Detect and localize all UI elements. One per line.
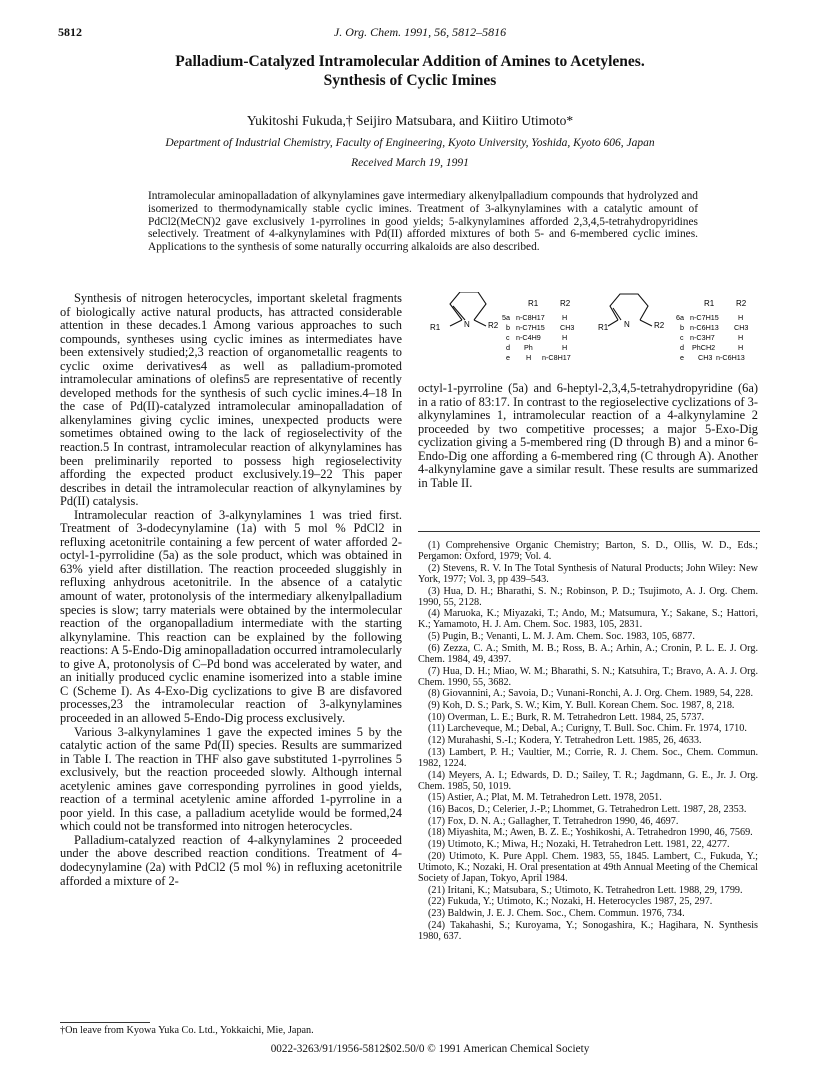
reference-item: (7) Hua, D. H.; Miao, W. M.; Bharathi, S. N.; Katsuhira, T.; Bravo, A. A. J. Org. Chem. 1990, 55, 3682.: [418, 665, 758, 688]
scheme-header: R2: [736, 299, 747, 308]
scheme-header: R2: [560, 299, 571, 308]
r1-value: n-C7H15: [516, 323, 545, 332]
scheme-header: R1: [704, 299, 715, 308]
compound-id: d: [680, 343, 684, 352]
reference-item: (11) Larcheveque, M.; Debal, A.; Curigny, T. Bull. Soc. Chim. Fr. 1974, 1710.: [428, 723, 747, 735]
reference-item: (5) Pugin, B.; Venanti, L. M. J. Am. Chem. Soc. 1983, 105, 6877.: [428, 631, 695, 643]
r2-value: H: [562, 313, 568, 322]
compound-id: d: [506, 343, 510, 352]
footnote-divider: [60, 1022, 150, 1023]
title-line-2: Synthesis of Cyclic Imines: [323, 72, 497, 89]
reference-item: (10) Overman, L. E.; Burk, R. M. Tetrahedron Lett. 1984, 25, 5737.: [428, 711, 705, 723]
affiliation: Department of Industrial Chemistry, Faculty of Engineering, Kyoto University, Yoshida, Kyoto 606, Japan: [165, 137, 655, 149]
reference-item: (19) Utimoto, K.; Miwa, H.; Nozaki, H. Tetrahedron Lett. 1981, 22, 4277.: [428, 839, 730, 851]
ring-label: R2: [488, 321, 499, 330]
reference-item: (2) Stevens, R. V. In The Total Synthesis of Natural Products; John Wiley: New York, 1977; Vol. 3, pp 439–543.: [418, 562, 758, 585]
compound-id: 6a: [676, 313, 684, 322]
ring-label: R1: [430, 323, 441, 332]
ring-label: R2: [654, 321, 665, 330]
compound-id: b: [506, 323, 510, 332]
reference-item: (8) Giovannini, A.; Savoia, D.; Vunani-Ronchi, A. J. Org. Chem. 1989, 54, 228.: [428, 688, 753, 700]
reference-item: (21) Iritani, K.; Matsubara, S.; Utimoto, K. Tetrahedron Lett. 1988, 29, 1799.: [428, 884, 743, 896]
r2-value: n-C8H17: [542, 353, 571, 362]
r1-value: n-C4H9: [516, 333, 541, 342]
reference-item: (23) Baldwin, J. E. J. Chem. Soc., Chem. Commun. 1976, 734.: [428, 908, 685, 920]
tetrahydropyridine-table: [676, 313, 748, 362]
compound-id: e: [506, 353, 510, 362]
copyright-footer: 0022-3263/91/1956-5812$02.50/0 © 1991 American Chemical Society: [270, 1043, 590, 1055]
reference-item: (18) Miyashita, M.; Awen, B. Z. E.; Yoshikoshi, A. Tetrahedron 1990, 46, 7569.: [428, 827, 753, 839]
r1-value: Ph: [524, 343, 533, 352]
reference-item: (16) Bacos, D.; Celerier, J.-P.; Lhommet, G. Tetrahedron Lett. 1987, 28, 2353.: [428, 804, 747, 816]
r1-value: n-C6H13: [690, 323, 719, 332]
reference-item: (6) Zezza, C. A.; Smith, M. B.; Ross, B. A.; Arhin, A.; Cronin, P. L. E. J. Org. Chem. 1984, 49, 4397.: [418, 642, 758, 665]
received-date: Received March 19, 1991: [351, 157, 469, 169]
reference-item: (24) Takahashi, S.; Kuroyama, Y.; Sonogashira, K.; Hagihara, N. Synthesis 1980, 637.: [418, 919, 758, 942]
scheme-structures: [420, 292, 760, 372]
body-paragraph: Synthesis of nitrogen heterocycles, important skeletal fragments of biologically active natural products, has attracted considerable attention in these decades.1 Among various approaches to such compounds, syntheses using cyclic imines as intermediates have been extensively studied;2,3 reaction of organometallic reagents to cyclic oxime derivatives4 as well as palladium-promoted intramolecular aminations of olefins5 are representative of recently developed methods for the synthesis of such cyclic imines.4–18 In the case of Pd(II)-catalyzed intramolecular aminopalladation of alkenylamines giving cyclic imines, unexpected products were sometimes obtained owing to the lack of regioselectivity of the reaction.5 In contrast, intramolecular reaction of alkynylamines has been preliminarily reported to possess high regioselectivity affording the expected product exclusively.19–22 This paper describes in detail the intramolecular reaction of alkynylamines by Pd(II) catalysis.: [60, 291, 402, 509]
reference-item: (14) Meyers, A. I.; Edwards, D. D.; Sailey, T. R.; Jagdmann, G. E., Jr. J. Org. Chem. 1985, 50, 1019.: [418, 769, 758, 792]
reference-item: (9) Koh, D. S.; Park, S. W.; Kim, Y. Bull. Korean Chem. Soc. 1987, 8, 218.: [428, 700, 735, 712]
r1-value: CH3: [698, 353, 713, 362]
r1-value: H: [526, 353, 532, 362]
r2-value: n-C6H13: [716, 353, 745, 362]
reference-item: (20) Utimoto, K. Pure Appl. Chem. 1983, 55, 1845. Lambert, C., Fukuda, Y.; Utimoto, K.; Nozaki, H. Oral presentation at 49th Annual Meeting of the Chemical Society of Japan, Tokyo, April 1984.: [418, 850, 758, 884]
r1-value: PhCH2: [692, 343, 716, 352]
r2-value: CH3: [734, 323, 749, 332]
ring-label: N: [624, 320, 630, 329]
article-title: [60, 52, 760, 90]
reference-item: (3) Hua, D. H.; Bharathi, S. N.; Robinson, P. D.; Tsujimoto, A. J. Org. Chem. 1990, 55, 2128.: [418, 585, 758, 608]
body-paragraph: Intramolecular reaction of 3-alkynylamines 1 was tried first. Treatment of 3-dodecynylamine (1a) with 5 mol % PdCl2 in refluxing acetonitrile containing a few percent of water afforded 2-octyl-1-pyrrolidine (5a) as the sole product, which was obtained in 63% yield after distillation. The reaction proceeded sluggishly in refluxing anhydrous acetonitrile. In the absence of a catalytic amount of water, protonolysis of the intermediary alkenylpalladium species is slow; tarry materials were obtained by the intermolecular reaction of the organopalladium intermediate with the starting alkynylamine. This reaction can be explained by the following reactions: A 5-Endo-Dig aminopalladation occurred intramolecularly to give A, protonolysis of C–Pd bond was accelerated by water, and an initially produced cyclic enamine isomerized into a stable imine C (Scheme I). As 4-Exo-Dig cyclizations to give B are disfavored processes,23 the intramolecular reaction of 3-alkynylamines proceeded in an allowed 5-Endo-Dig process exclusively.: [60, 507, 402, 725]
compound-id: c: [506, 333, 510, 342]
body-paragraph: Palladium-catalyzed reaction of 4-alkynylamines 2 proceeded under the above described reaction conditions. Treatment of 4-dodecynylamine (2a) with PdCl2 (5 mol %) in refluxing acetonitrile afforded a mixture of 2-: [60, 832, 402, 888]
page-number: 5812: [58, 25, 82, 39]
reference-item: (4) Maruoka, K.; Miyazaki, T.; Ando, M.; Matsumura, Y.; Sakane, S.; Hattori, K.; Yamamoto, H. J. Am. Chem. Soc. 1983, 105, 2831.: [418, 608, 758, 631]
r2-value: H: [738, 313, 744, 322]
reference-item: (13) Lambert, P. H.; Vaultier, M.; Corrie, R. J. Chem. Soc., Chem. Commun. 1982, 1224.: [418, 746, 758, 769]
r1-value: n-C3H7: [690, 333, 715, 342]
tetrahydropyridine-structure: [608, 294, 652, 326]
r2-value: H: [738, 343, 744, 352]
r2-value: CH3: [560, 323, 575, 332]
authors: Yukitoshi Fukuda,† Seijiro Matsubara, and Kiitiro Utimoto*: [246, 113, 574, 128]
abstract: Intramolecular aminopalladation of alkynylamines gave intermediary alkenylpalladium compounds that hydrolyzed and isomerized to thermodynamically stable cyclic imines. Treatment of 3-alkynylamines with a catalytic amount of PdCl2(MeCN)2 gave exclusively 1-pyrrolines in good yields; 5-alkynylamines afforded 2,3,4,5-tetrahydropyridines selectively. Treatment of 4-alkynylamines with Pd(II) afforded mixtures of both 5- and 6-membered cyclic imines. Applications to the synthesis of some naturally occurring alkaloids are also described.: [148, 190, 698, 254]
r1-value: n-C7H15: [690, 313, 719, 322]
body-paragraph: octyl-1-pyrroline (5a) and 6-heptyl-2,3,4,5-tetrahydropyridine (6a) in a ratio of 83:17. In contrast to the regioselective cyclizations of 3-alkynylamines 1, intramolecular reaction of a 4-alkynylamine 2 proceeded by two competitive processes; a major 5-Exo-Dig cyclization giving a 5-membered ring (D through B) and a minor 6-Endo-Dig one affording a 6-membered ring (C through A). Another 4-alkynylamine gave a similar result. These results are summarized in Table II.: [418, 381, 758, 490]
r1-value: n-C8H17: [516, 313, 545, 322]
reference-item: (22) Fukuda, Y.; Utimoto, K.; Nozaki, H. Heterocycles 1987, 25, 297.: [428, 896, 713, 908]
r2-value: H: [562, 343, 568, 352]
compound-id: 5a: [502, 313, 510, 322]
reference-item: (12) Murahashi, S.-I.; Kodera, Y. Tetrahedron Lett. 1985, 26, 4633.: [428, 735, 702, 747]
r2-value: H: [562, 333, 568, 342]
body-right-column: [418, 382, 758, 490]
ring-label: N: [464, 320, 470, 329]
compound-id: b: [680, 323, 684, 332]
body-paragraph: Various 3-alkynylamines 1 gave the expected imines 5 by the catalytic action of the same Pd(II) species. Results are summarized in Table I. The reaction in THF also gave substituted 1-pyrrolines 5 exclusively, but the reaction proceeded slowly. Although internal acetylenic amines gave corresponding pyrrolines in good yields, reaction of a terminal acetylenic amine afforded 1-pyrroline in a poor yield. In this case, a palladium acetylide would be formed,24 which could not be transformed into nitrogen heterocycles.: [60, 724, 402, 834]
compound-id: e: [680, 353, 684, 362]
ring-label: R1: [598, 323, 609, 332]
r2-value: H: [738, 333, 744, 342]
pyrroline-table: [502, 313, 574, 362]
references-divider: [418, 531, 760, 532]
compound-id: c: [680, 333, 684, 342]
reference-item: (1) Comprehensive Organic Chemistry; Barton, S. D., Ollis, W. D., Eds.; Pergamon: Oxford, 1979; Vol. 4.: [418, 540, 758, 563]
references-list: [418, 540, 758, 943]
author-footnote: †On leave from Kyowa Yuka Co. Ltd., Yokkaichi, Mie, Japan.: [60, 1025, 314, 1036]
scheme-header: R1: [528, 299, 539, 308]
reference-item: (17) Fox, D. N. A.; Gallagher, T. Tetrahedron 1990, 46, 4697.: [428, 815, 679, 827]
journal-citation: J. Org. Chem. 1991, 56, 5812–5816: [333, 25, 507, 39]
title-line-1: Palladium-Catalyzed Intramolecular Addition of Amines to Acetylenes.: [175, 53, 645, 70]
reference-item: (15) Astier, A.; Plat, M. M. Tetrahedron Lett. 1978, 2051.: [428, 792, 662, 804]
body-left-column: [60, 292, 402, 888]
